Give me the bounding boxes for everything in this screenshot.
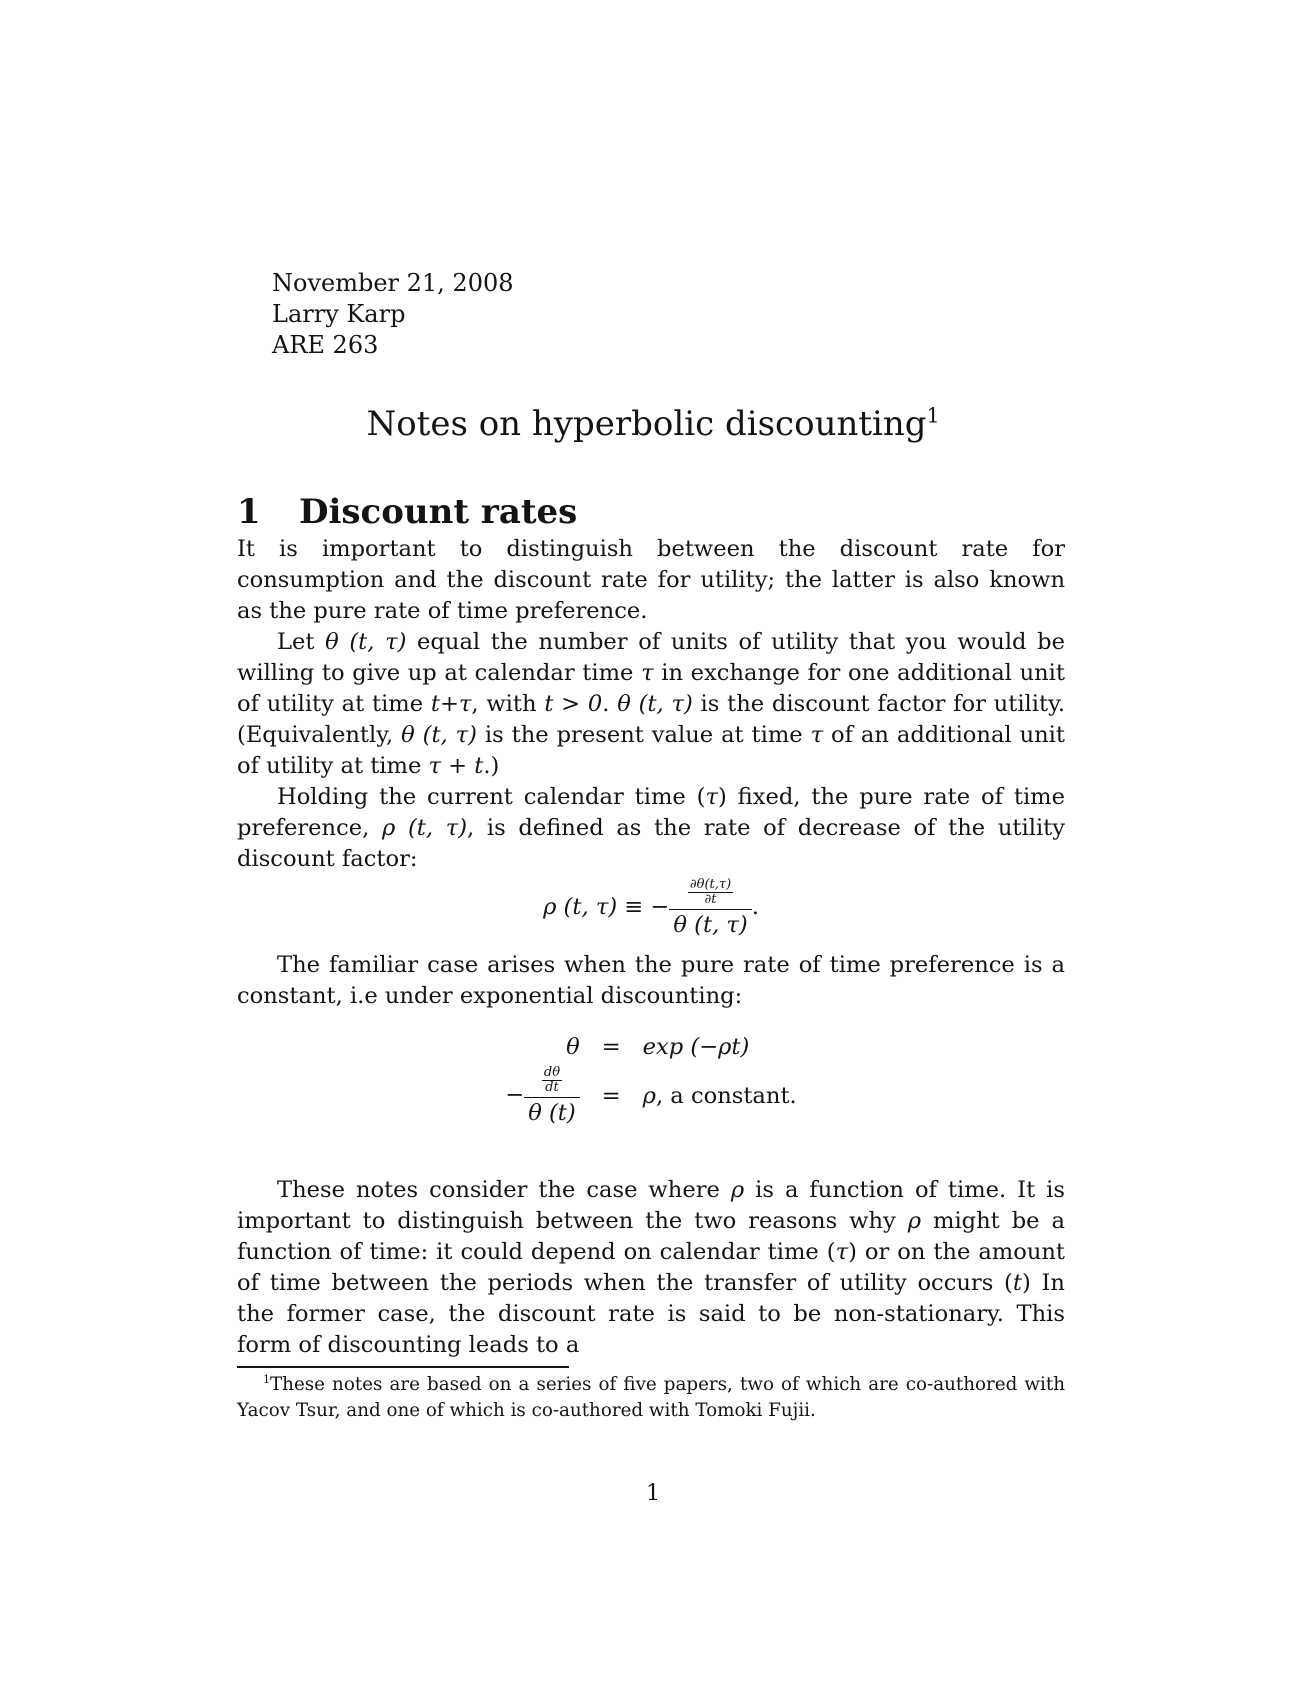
page-number: 1 [645, 1480, 661, 1506]
math-tau: τ [835, 1239, 849, 1265]
math-tau: τ [705, 784, 718, 810]
math-tau: τ [810, 722, 824, 748]
eq2-eq1: = [601, 1034, 621, 1060]
title-text: Notes on hyperbolic discounting [366, 404, 927, 444]
eq2-rhs2-text: , a constant. [655, 1083, 797, 1109]
eq2-table [505, 1034, 796, 1126]
header-block [272, 268, 514, 361]
eq1-fraction [669, 878, 751, 938]
eq2-minus: − [505, 1082, 525, 1108]
footnote-text: These notes are based on a series of five papers, two of which are co-authored with Yacov Tsur, and one of which is co-authored with Tomoki Fujii. [237, 1374, 1065, 1421]
eq1-num-den: ∂t [704, 892, 717, 907]
eq1-lhs: ρ (t, τ) ≡ − [543, 894, 670, 920]
title-footnote-mark: 1 [926, 403, 940, 428]
paragraph-1: It is important to distinguish between the discount rate for consumption and the discount rate for utility; the latter is also known as the pure rate of time preference. [237, 536, 1065, 624]
section-heading [237, 492, 577, 532]
math-rho: ρ [730, 1177, 745, 1203]
body-middle [237, 950, 1065, 1012]
header-date: November 21, 2008 [272, 269, 514, 297]
math-rho: ρ [907, 1208, 922, 1234]
body-upper [237, 534, 1065, 875]
math-theta-t-tau: θ (t, τ) [401, 722, 477, 748]
math-t-plus-tau: t+τ [430, 691, 472, 717]
document-title [0, 404, 1306, 444]
paragraph-5: These notes consider the case where ρ is a function of time. It is important to distinguish between the two reasons why ρ might be a function of time: it could depend on calendar time (τ) or on the amount of time between the periods when the transfer of utility occurs (t) In the former case, the discount rate is said to be non-stationary. This form of discounting leads to a [237, 1177, 1065, 1358]
eq2-lhs1: θ [566, 1034, 580, 1060]
eq2-den: θ (t) [528, 1100, 576, 1126]
math-t-gt-0: t > 0 [544, 691, 603, 717]
math-theta-t-tau: θ (t, τ) [617, 691, 693, 717]
eq2-rhs2-sym: ρ [642, 1083, 656, 1109]
footnote [237, 1372, 1065, 1424]
header-author: Larry Karp [272, 300, 406, 328]
footnote-mark: 1 [263, 1372, 270, 1386]
eq1-end: . [751, 894, 759, 920]
eq2-rhs1: exp (−ρt) [642, 1034, 750, 1060]
eq1-num: ∂θ(t,τ) [689, 877, 732, 892]
math-theta-t-tau: θ (t, τ) [325, 629, 407, 655]
eq2-fraction [524, 1066, 580, 1126]
paragraph-4: The familiar case arises when the pure rate of time preference is a constant, i.e under exponential discounting: [237, 952, 1065, 1009]
paragraph-3: Holding the current calendar time (τ) fixed, the pure rate of time preference, ρ (t, τ), is defined as the rate of decrease of the utility discount factor: [237, 784, 1066, 872]
equation-2 [237, 1034, 1065, 1126]
math-tau-plus-t: τ + t [428, 753, 484, 779]
equation-1 [237, 878, 1065, 938]
math-t: t [1012, 1270, 1022, 1296]
footnote-rule [237, 1366, 569, 1368]
eq2-num-top: dθ [543, 1065, 561, 1080]
eq2-eq2: = [601, 1083, 621, 1109]
paragraph-2: Let θ (t, τ) equal the number of units of utility that you would be willing to give up at calendar time τ in exchange for one additional unit of utility at time t+τ, with t > 0. θ (t, τ) is the discount factor for utility. (Equivalently, θ (t, τ) is the present value at time τ of an additional unit of utility at time τ + t.) [237, 629, 1066, 779]
math-tau: τ [641, 660, 654, 686]
eq2-num-bot: dt [545, 1080, 559, 1095]
eq1-den: θ (t, τ) [673, 912, 748, 938]
math-rho-t-tau: ρ (t, τ) [381, 815, 468, 841]
section-number: 1 [237, 492, 261, 532]
body-lower [237, 1175, 1065, 1361]
header-course: ARE 263 [272, 331, 379, 359]
section-title: Discount rates [299, 492, 578, 532]
